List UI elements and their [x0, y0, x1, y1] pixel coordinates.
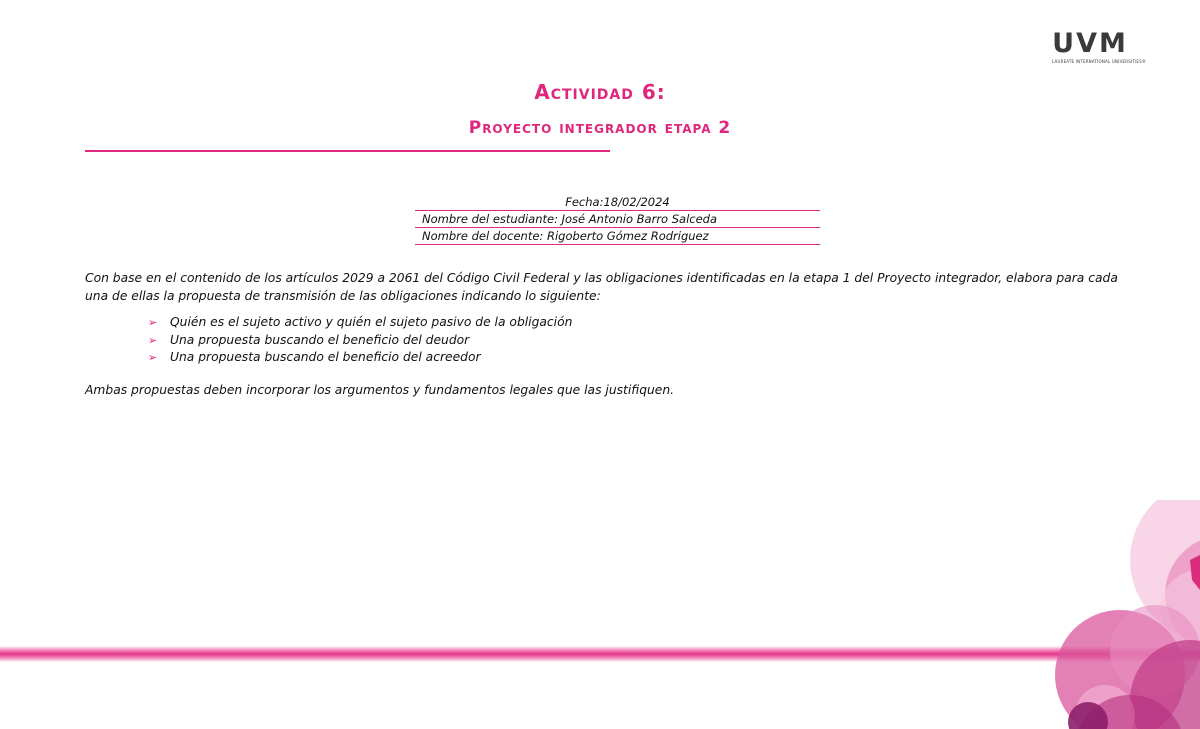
list-item [148, 314, 572, 332]
arrow-bullet-icon: ➢ [148, 351, 158, 364]
activity-title: Actividad 6: [534, 80, 666, 104]
uvm-logo [1052, 28, 1147, 64]
decorative-band [0, 646, 1200, 662]
logo-wordmark: UVM [1052, 28, 1128, 59]
list-item-text: Una propuesta buscando el beneficio del acreedor [170, 350, 481, 364]
info-table [415, 194, 820, 245]
decorative-circles [1050, 500, 1200, 729]
closing-note: Ambas propuestas deben incorporar los argumentos y fundamentos legales que las justifiquen. [85, 383, 675, 397]
title-divider [85, 150, 610, 152]
student-name-field: Nombre del estudiante: José Antonio Barro Salceda [415, 211, 820, 228]
list-item [148, 332, 572, 350]
activity-subtitle: Proyecto integrador etapa 2 [468, 118, 732, 138]
list-item-text: Una propuesta buscando el beneficio del deudor [170, 332, 470, 347]
instructions-paragraph: Con base en el contenido de los artículos 2029 a 2061 del Código Civil Federal y las obligaciones identificadas en la etapa 1 del Proyecto integrador, elabora para cada una de ellas la propuesta de transmisión de las obligaciones indicando lo siguiente: [85, 271, 1118, 303]
arrow-bullet-icon: ➢ [148, 316, 158, 329]
requirements-list [148, 314, 572, 367]
list-item-text: Quién es el sujeto activo y quién el sujeto pasivo de la obligación [170, 315, 573, 329]
arrow-bullet-icon: ➢ [148, 333, 158, 347]
date-field: Fecha:18/02/2024 [415, 194, 820, 211]
teacher-name-field: Nombre del docente: Rigoberto Gómez Rodriguez [415, 228, 820, 245]
logo-tagline: LAUREATE INTERNATIONAL UNIVERSITIES® [1052, 59, 1147, 64]
list-item [148, 349, 572, 367]
